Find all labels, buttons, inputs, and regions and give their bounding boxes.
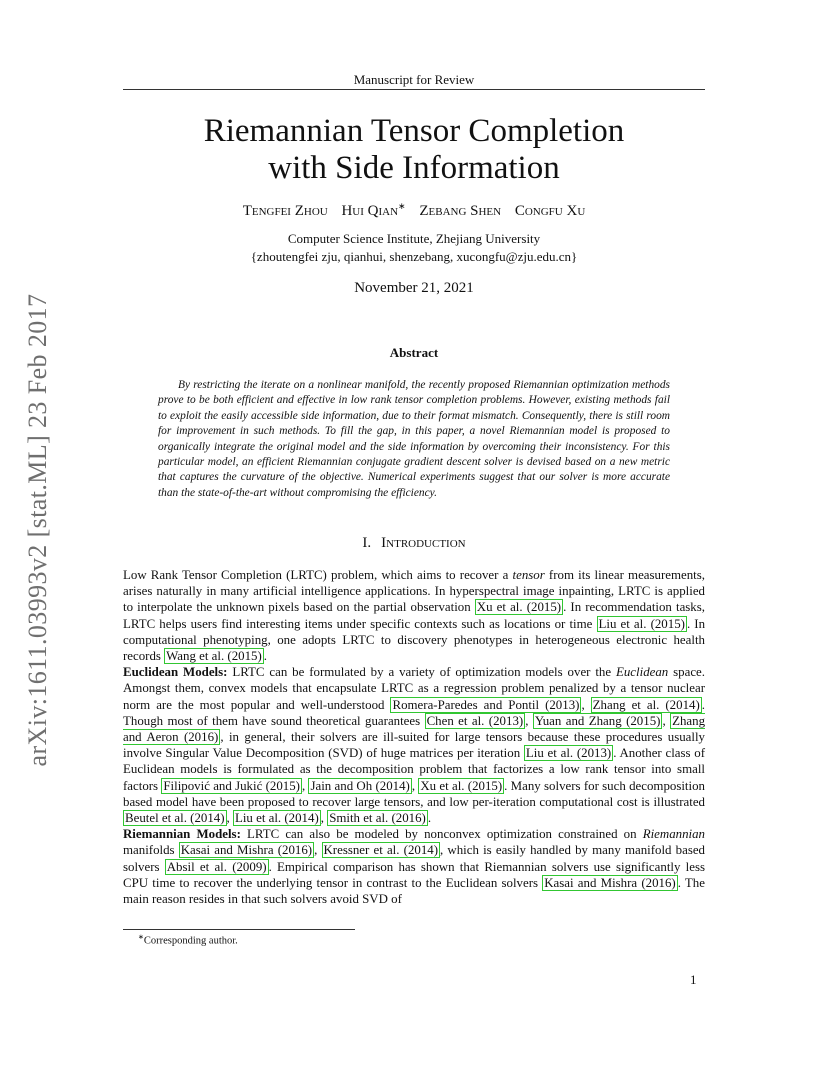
citation-link[interactable]: Wang et al. (2015) xyxy=(166,649,262,664)
paper-date: November 21, 2021 xyxy=(354,280,474,296)
corresponding-mark: ∗ xyxy=(398,201,406,211)
citation-link[interactable]: Beutel et al. (2014) xyxy=(125,811,225,826)
author-list xyxy=(100,201,728,220)
paragraph-intro: Low Rank Tensor Completion (LRTC) problem, which aims to recover a tensor from its linear measurements, arises naturally in many artificial intelligence applications. In hyperspectral image inpainting, LRTC is applied to interpolate the unknown pixels based on the partial observation Xu et al. (2015) . In recommendation tasks, LRTC helps users find interesting items under specific contexts such as locations or time Liu et al. (2015) . In computational phenotyping, one adopts LRTC to discovery phenotypes in heterogeneous electronic health records Wang et al. (2015) . xyxy=(123,568,706,664)
author-name: Hui Qian∗ xyxy=(341,201,406,219)
citation-link[interactable]: Romera-Paredes and Pontil (2013) xyxy=(392,697,580,712)
body-text xyxy=(123,567,705,907)
author-emails: {zhoutengfei zju, qianhui, shenzebang, xucongfu@zju.edu.cn} xyxy=(250,249,578,264)
citation-link[interactable]: Liu et al. (2013) xyxy=(525,746,612,761)
citation-link[interactable]: Liu et al. (2014) xyxy=(234,811,319,826)
affiliation-block xyxy=(100,230,728,266)
footnote-text: Corresponding author. xyxy=(143,935,238,947)
citation-link[interactable]: Kasai and Mishra (2016) xyxy=(544,875,676,890)
footnote-rule xyxy=(123,929,355,930)
paper-title xyxy=(100,113,728,187)
abstract-text: By restricting the iterate on a nonlinear manifold, the recently proposed Riemannian optimization methods prove to be both efficient and effective in low rank tensor completion problems. However, existing methods fail to exploit the easily accessible side information, due to their format mismatch. Consequently, there is still room for improvement in such methods. To fill the gap, in this paper, a novel Riemannian model is proposed to organically integrate the original model and the side information by overcoming their inconsistency. For this particular model, an efficient Riemannian conjugate gradient descent solver is devised based on a new metric that captures the curvature of the objective. Numerical experiments suggest that our solver is more accurate than the state-of-the-art without compromising the efficiency. xyxy=(158,379,670,499)
citation-link[interactable]: Xu et al. (2015) xyxy=(476,600,562,615)
section-number: I. xyxy=(362,535,372,551)
affiliation: Computer Science Institute, Zhejiang University xyxy=(287,231,541,246)
title-line-1: Riemannian Tensor Completion xyxy=(203,113,625,149)
citation-link[interactable]: Xu et al. (2015) xyxy=(420,778,503,793)
paragraph-riemannian: Riemannian Models: LRTC can also be modeled by nonconvex optimization constrained on Riemannian manifolds Kasai and Mishra (2016) , Kressner et al. (2014) , which is easily handled by many manifold based solvers Absil et al. (2009) . Empirical comparison has shown that Riemannian solvers use significantly less CPU time to recover the underlying tensor in contrast to the Euclidean solvers Kasai and Mishra (2016) . The main reason resides in that such solvers avoid SVD of xyxy=(123,827,705,907)
author-name: Zebang Shen xyxy=(419,203,502,219)
title-line-2: with Side Information xyxy=(268,150,560,186)
arxiv-stamp-text: arXiv:1611.03993v2 [stat.ML] 23 Feb 2017 xyxy=(23,293,52,767)
citation-link[interactable]: Zhang et al. (2014) xyxy=(592,697,700,712)
citation-link[interactable]: Chen et al. (2013) xyxy=(426,713,524,728)
footnote-mark: ∗ xyxy=(138,933,144,941)
running-head: Manuscript for Review xyxy=(353,72,475,87)
citation-link[interactable]: Zhang and Aeron (2016) xyxy=(123,713,706,745)
citation-link[interactable]: Kressner et al. (2014) xyxy=(323,843,439,858)
citation-link[interactable]: Smith et al. (2016) xyxy=(329,811,426,826)
page-number: 1 xyxy=(690,972,697,987)
paragraph-euclidean: Euclidean Models: LRTC can be formulated by a variety of optimization models over the Euclidean space. Amongst them, convex models that encapsulate LRTC as a regression problem penalized by a tensor nuclear norm are the most popular and well-understood Romera-Paredes and Pontil (2013) , Zhang et al. (2014) . Though most of them have sound theoretical guarantees Chen et al. (2013) , Yuan and Zhang (2015) , Zhang and Aeron (2016) , in general, their solvers are ill-suited for large tensors because these procedures usually involve Singular Value Decomposition (SVD) of huge matrices per iteration Liu et al. (2013) . Another class of Euclidean models is formulated as the decomposition problem that factorizes a low rank tensor into small factors Filipović and Jukić (2015) , Jain and Oh (2014) , Xu et al. (2015) . Many solvers for such decomposition based model have been proposed to recover large tensors, and low per-iteration computational cost is illustrated Beutel et al. (2014) , Liu et al. (2014) , Smith et al. (2016) . xyxy=(123,665,706,826)
paragraph-lead: Riemannian Models: xyxy=(123,827,241,842)
section-title: Introduction xyxy=(381,535,466,551)
citation-link[interactable]: Liu et al. (2015) xyxy=(598,616,685,631)
author-name: Congfu Xu xyxy=(514,203,586,219)
citation-link[interactable]: Jain and Oh (2014) xyxy=(310,778,410,793)
header-rule xyxy=(123,89,705,90)
paragraph-lead: Euclidean Models: xyxy=(123,665,228,680)
arxiv-stamp xyxy=(18,285,58,775)
footnote xyxy=(138,933,238,947)
author-name: Tengfei Zhou xyxy=(242,203,328,219)
abstract-heading: Abstract xyxy=(389,345,439,360)
citation-link[interactable]: Filipović and Jukić (2015) xyxy=(163,778,300,793)
citation-link[interactable]: Absil et al. (2009) xyxy=(166,859,267,874)
citation-link[interactable]: Yuan and Zhang (2015) xyxy=(534,713,661,728)
citation-link[interactable]: Kasai and Mishra (2016) xyxy=(180,843,313,858)
section-heading xyxy=(100,535,728,552)
